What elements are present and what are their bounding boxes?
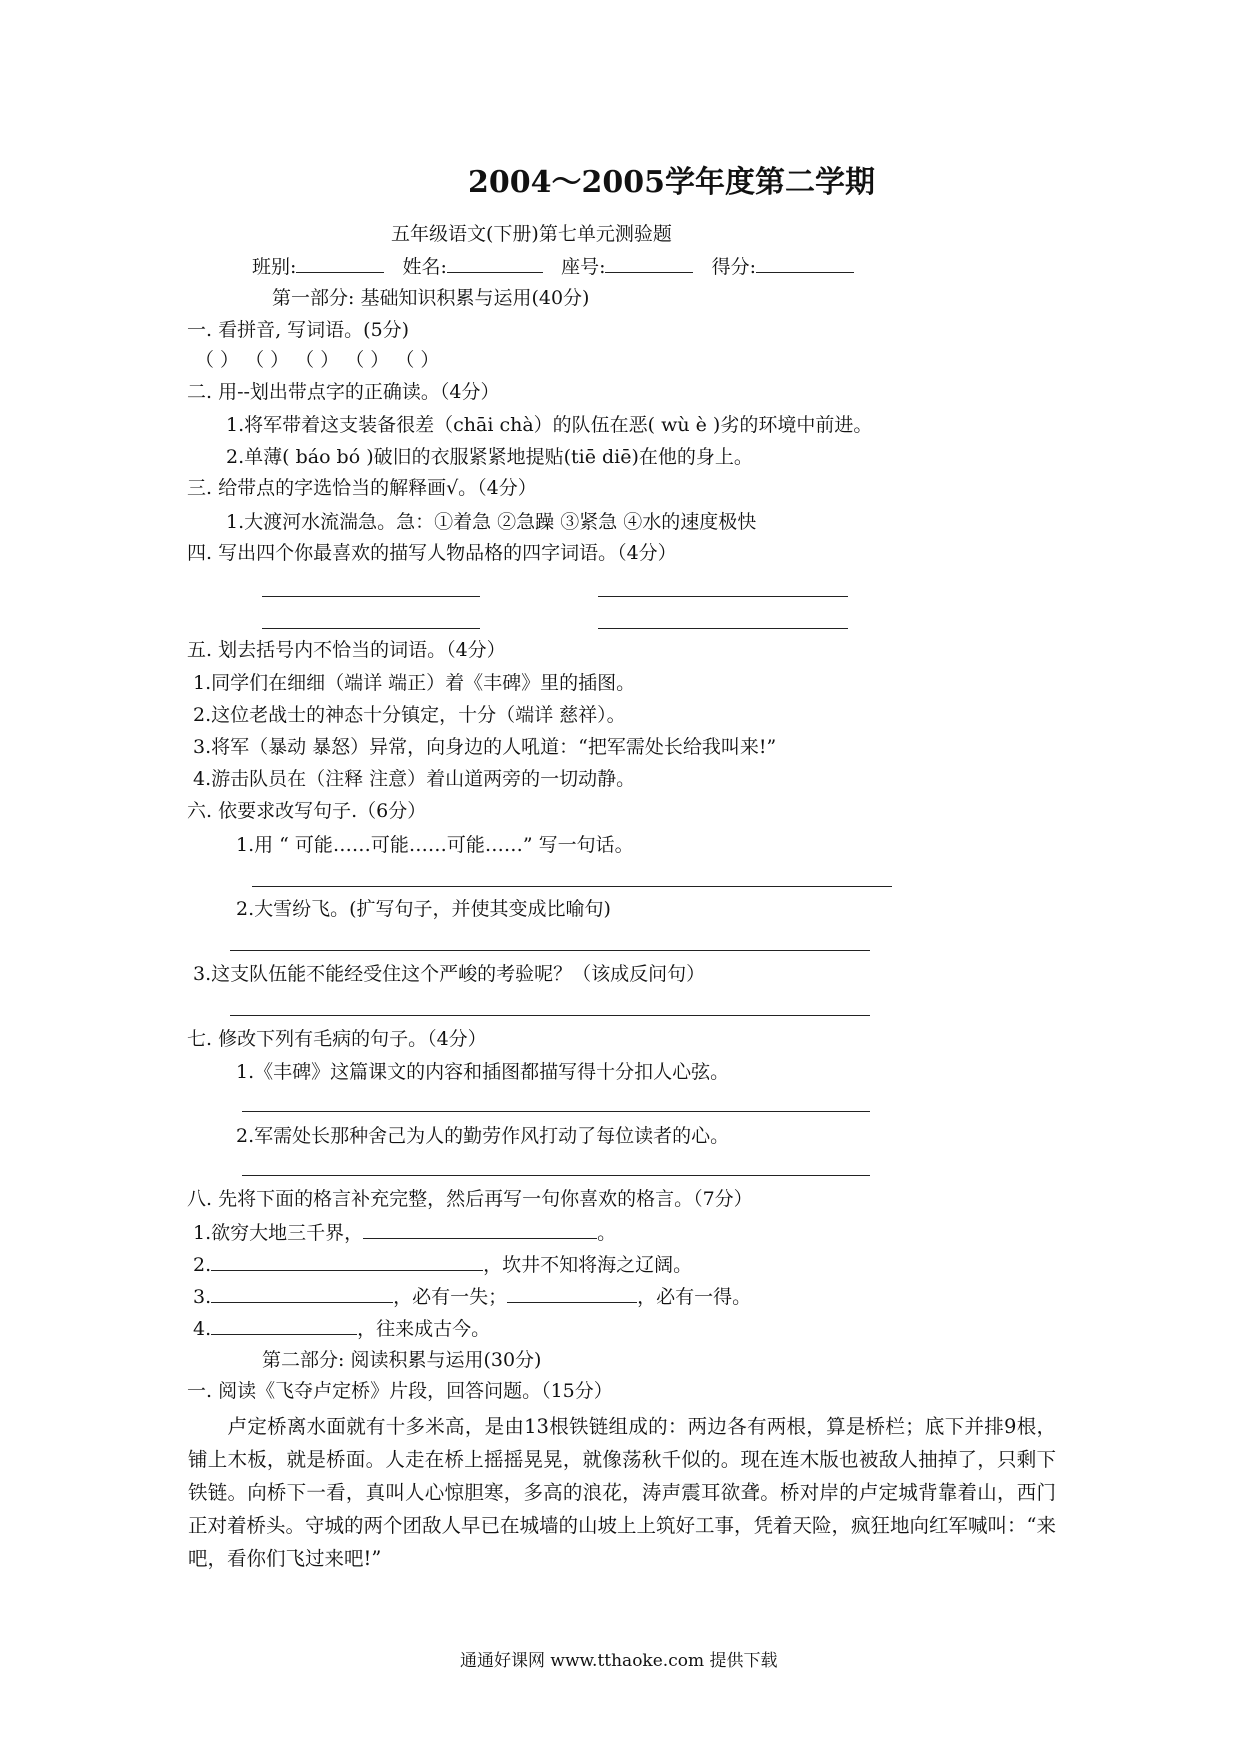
q4-answer-line[interactable]: [598, 628, 848, 629]
part1-heading: 第一部分: 基础知识积累与运用(40分): [272, 287, 590, 309]
q5-title: 五. 划去括号内不恰当的词语。（4分）: [187, 639, 506, 661]
q2-item-1: 1.将军带着这支装备很差（chāi chà）的队伍在恶( wù è )劣的环境中前进。: [226, 414, 873, 436]
q7-item-2: 2.军需处长那种舍己为人的勤劳作风打动了每位读者的心。: [236, 1125, 730, 1147]
q8-blank[interactable]: [211, 1252, 483, 1271]
footer-credit: 通通好课网 www.tthaoke.com 提供下载: [460, 1651, 778, 1671]
q7-title: 七. 修改下列有毛病的句子。（4分）: [187, 1028, 487, 1050]
q8-title: 八. 先将下面的格言补充完整，然后再写一句你喜欢的格言。（7分）: [187, 1188, 753, 1210]
score-blank[interactable]: [756, 254, 854, 273]
q4-answer-line[interactable]: [262, 596, 480, 597]
q5-item-2: 2.这位老战士的神态十分镇定，十分（端详 慈祥）。: [193, 704, 626, 726]
q7-answer-line[interactable]: [242, 1111, 870, 1112]
q4-title: 四. 写出四个你最喜欢的描写人物品格的四字词语。（4分）: [187, 542, 677, 564]
q6-item-2: 2.大雪纷飞。(扩写句子，并使其变成比喻句): [236, 898, 611, 920]
reading-q1-title: 一. 阅读《飞夺卢定桥》片段，回答问题。（15分）: [187, 1380, 613, 1402]
q6-item-1: 1.用 “ 可能……可能……可能……” 写一句话。: [236, 834, 634, 856]
q6-item-3: 3.这支队伍能不能经受住这个严峻的考验呢？（该成反问句）: [193, 963, 706, 985]
reading-passage: 卢定桥离水面就有十多米高，是由13根铁链组成的：两边各有两根，算是桥栏；底下并排9根，铺上木板，就是桥面。人走在桥上摇摇晃晃，就像荡秋千似的。现在连木版也被敌人抽掉了，只剩下铁链。向桥下一看，真叫人心惊胆寒，多高的浪花，涛声震耳欲聋。桥对岸的卢定城背靠着山，西门正对着桥头。守城的两个团敌人早已在城墙的山坡上上筑好工事，凭着天险，疯狂地向红军喊叫：“来吧，看你们飞过来吧!”: [188, 1415, 1056, 1570]
q8-blank[interactable]: [211, 1316, 357, 1335]
student-info-row: [252, 254, 854, 279]
q6-answer-line[interactable]: [230, 950, 870, 951]
q4-answer-line[interactable]: [598, 596, 848, 597]
name-label: 姓名:: [402, 256, 447, 278]
q2-item-2: 2.单薄( báo bó )破旧的衣服紧紧地提贴(tiē diē)在他的身上。: [226, 446, 753, 468]
class-label: 班别:: [252, 256, 297, 278]
part2-heading: 第二部分: 阅读积累与运用(30分): [262, 1349, 542, 1371]
q5-item-3: 3.将军（暴动 暴怒）异常，向身边的人吼道：“把军需处长给我叫来!”: [193, 736, 777, 758]
q8-item-1: 1.欲穷大地三千界， 。: [193, 1222, 617, 1244]
q5-item-1: 1.同学们在细细（端详 端正）着《丰碑》里的插图。: [193, 672, 636, 694]
q7-item-1: 1.《丰碑》这篇课文的内容和插图都描写得十分扣人心弦。: [236, 1061, 730, 1083]
q6-title: 六. 依要求改写句子.（6分）: [187, 800, 427, 822]
q8-item-4: 4. ，往来成古今。: [193, 1318, 491, 1340]
name-blank[interactable]: [447, 254, 543, 273]
q3-title: 三. 给带点的字选恰当的解释画√。（4分）: [187, 477, 537, 499]
q1-answer-brackets[interactable]: （ ） （ ） （ ） （ ） （ ）: [195, 349, 440, 371]
q5-item-4: 4.游击队员在（注释 注意）着山道两旁的一切动静。: [193, 768, 636, 790]
q7-answer-line[interactable]: [242, 1175, 870, 1176]
q3-item-1: 1.大渡河水流湍急。急：①着急 ②急躁 ③紧急 ④水的速度极快: [226, 511, 757, 533]
seat-label: 座号:: [561, 256, 606, 278]
seat-blank[interactable]: [605, 254, 693, 273]
q1-title: 一. 看拼音, 写词语。(5分): [187, 319, 410, 341]
q8-item-3: 3. ，必有一失； ，必有一得。: [193, 1286, 752, 1308]
q8-blank[interactable]: [211, 1284, 393, 1303]
q6-answer-line[interactable]: [252, 886, 892, 887]
q8-blank[interactable]: [363, 1220, 597, 1239]
class-blank[interactable]: [296, 254, 384, 273]
exam-subtitle: 五年级语文(下册)第七单元测验题: [391, 223, 672, 245]
page-title: 2004～2005学年度第二学期: [468, 165, 875, 200]
q8-item-2: 2. ，坎井不知将海之辽阔。: [193, 1254, 693, 1276]
q2-title: 二. 用--划出带点字的正确读。（4分）: [187, 381, 500, 403]
score-label: 得分:: [711, 256, 756, 278]
q6-answer-line[interactable]: [230, 1015, 870, 1016]
q8-blank[interactable]: [507, 1284, 637, 1303]
q4-answer-line[interactable]: [262, 628, 480, 629]
